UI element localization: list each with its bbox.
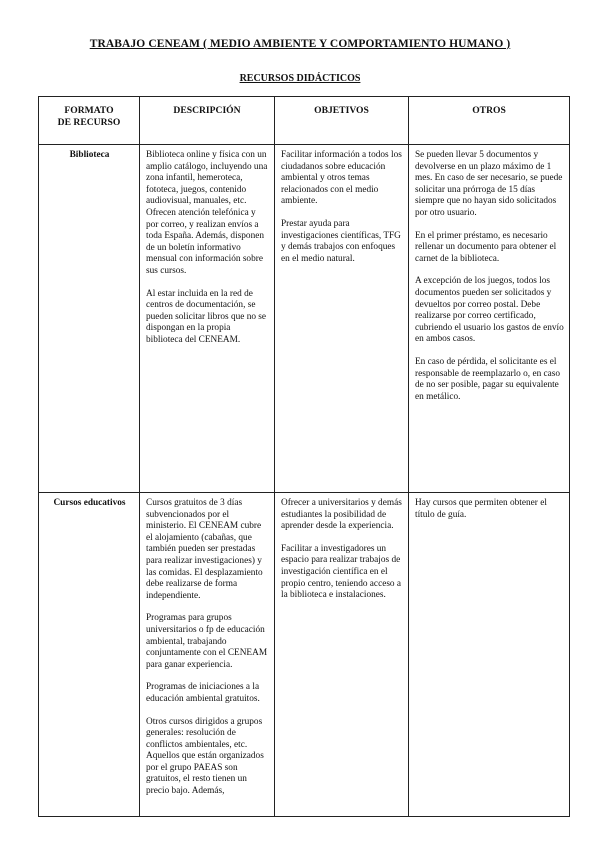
paragraph: A excepción de los juegos, todos los documentos pueden ser solicitados y devueltos por correo postal. Debe realizarse por correo certificado, cubriendo el usuario los gastos de envío en ambos casos. bbox=[415, 276, 564, 345]
resources-table bbox=[38, 96, 570, 817]
other-cell bbox=[409, 493, 570, 817]
paragraph: En caso de pérdida, el solicitante es el responsable de reemplazarlo o, en caso de no ser posible, pagar su equivalente en metálico. bbox=[415, 356, 561, 402]
document-title: TRABAJO CENEAM ( MEDIO AMBIENTE Y COMPORTAMIENTO HUMANO ) bbox=[89, 38, 511, 50]
paragraph: Hay cursos que permiten obtener el título de guía. bbox=[415, 498, 547, 520]
objectives-cell bbox=[275, 493, 409, 817]
paragraph: Ofrecer a universitarios y demás estudiantes la posibilidad de aprender desde la experiencia. bbox=[281, 498, 402, 532]
section-subtitle: RECURSOS DIDÁCTICOS bbox=[239, 73, 361, 84]
description-cell bbox=[140, 145, 275, 493]
paragraph: Biblioteca online y física con un amplio catálogo, incluyendo una zona infantil, hemeroteca, fototeca, juegos, contenido audiovisual, manuales, etc. Ofrecen atención telefónica y por correo, y realizan envíos a toda España. Además, disponen de un boletín informativo mensual con información sobre sus cursos. bbox=[146, 150, 268, 276]
resource-name: Biblioteca bbox=[39, 145, 140, 493]
resource-name: Cursos educativos bbox=[39, 493, 140, 817]
header-descripcion: DESCRIPCIÓN bbox=[140, 97, 275, 145]
paragraph: Al estar incluida en la red de centros de documentación, se pueden solicitar libros que no se dispongan en la propia biblioteca del CENEAM. bbox=[146, 288, 267, 345]
other-cell bbox=[409, 145, 570, 493]
header-otros: OTROS bbox=[409, 97, 570, 145]
paragraph: Programas de iniciaciones a la educación ambiental gratuitos. bbox=[146, 682, 260, 704]
description-cell bbox=[140, 493, 275, 817]
paragraph: Facilitar a investigadores un espacio para realizar trabajos de investigación científica en el propio centro, teniendo acceso a la biblioteca e instalaciones. bbox=[281, 543, 402, 601]
paragraph: En el primer préstamo, es necesario rellenar un documento para obtener el carnet de la biblioteca. bbox=[415, 230, 557, 264]
paragraph: Programas para grupos universitarios o fp de educación ambiental, trabajando conjuntamente con el CENEAM para ganar experiencia. bbox=[146, 613, 268, 670]
paragraph: Otros cursos dirigidos a grupos generales: resolución de conflictos ambientales, etc. Aquellos que están organizados por el grupo PAEAS son gratuitos, el resto tienen un precio bajo. Además, bbox=[146, 716, 264, 797]
table-row bbox=[39, 145, 570, 493]
paragraph: Prestar ayuda para investigaciones científicas, TFG y demás trabajos con enfoques en el medio natural. bbox=[281, 218, 401, 264]
paragraph: Se pueden llevar 5 documentos y devolverse en un plazo máximo de 1 mes. En caso de ser necesario, se puede solicitar una prórroga de 15 días siempre que no hayan sido solicitados por otro usuario. bbox=[415, 150, 563, 218]
objectives-cell bbox=[275, 145, 409, 493]
header-objetivos: OBJETIVOS bbox=[275, 97, 409, 145]
table-row bbox=[39, 493, 570, 817]
paragraph: Cursos gratuitos de 3 días subvencionados por el ministerio. El CENEAM cubre el alojamiento (cabañas, que también pueden ser prestadas para realizar investigaciones) y las comidas. El desplazamiento debe realizarse de forma independiente. bbox=[146, 498, 263, 601]
table-header-row bbox=[39, 97, 570, 145]
paragraph: Facilitar información a todos los ciudadanos sobre educación ambiental y otros temas relacionados con el medio ambiente. bbox=[281, 150, 402, 207]
header-formato: FORMATO DE RECURSO bbox=[39, 97, 140, 145]
